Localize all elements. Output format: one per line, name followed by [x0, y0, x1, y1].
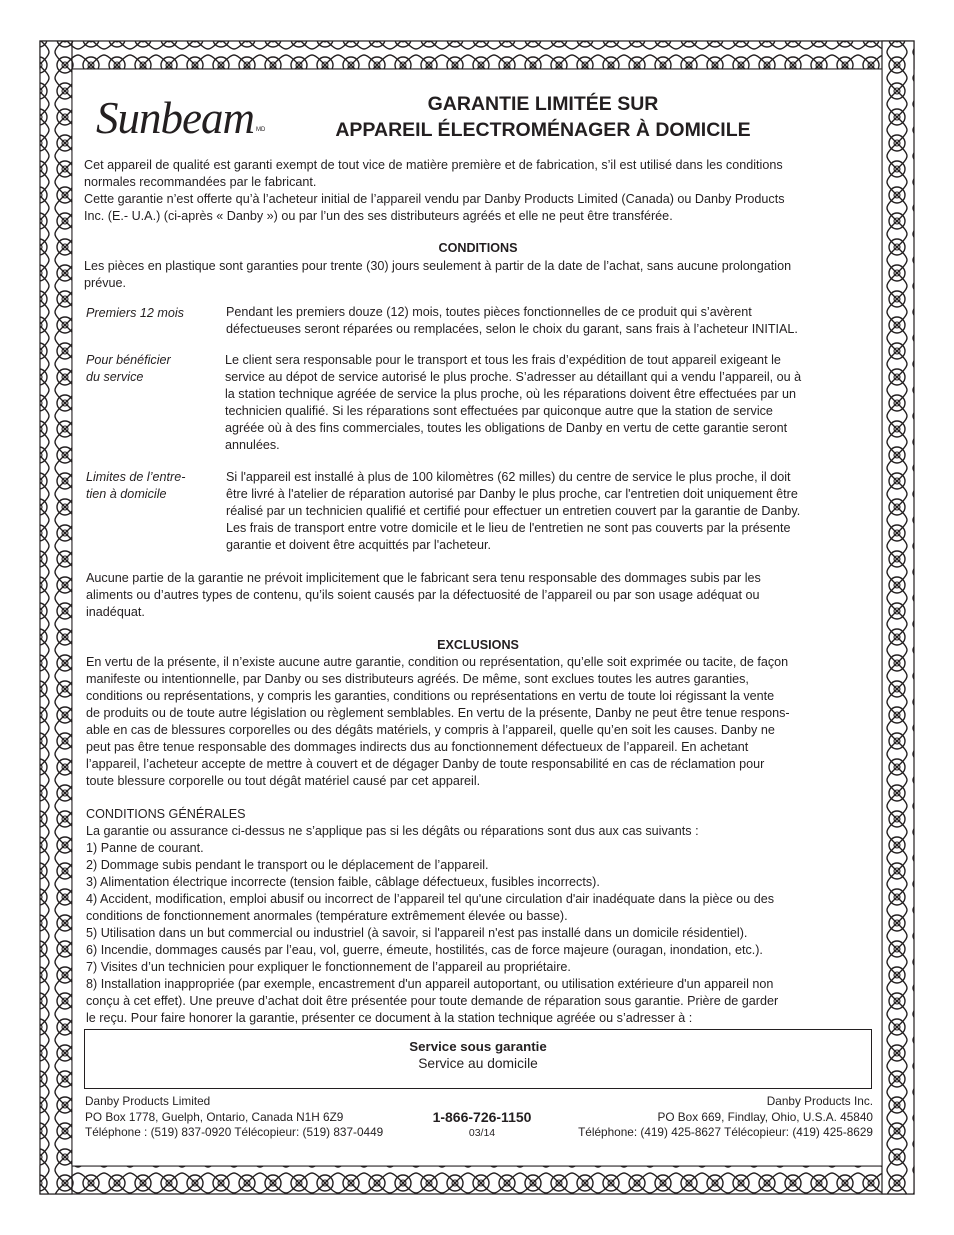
- label-line: du service: [86, 370, 144, 384]
- intro-line: Inc. (E.- U.A.) (ci-après « Danby ») ou par l’un des ses distributeurs agréés et elle ne peut être transférée.: [84, 209, 673, 223]
- condition-label-home-service: [86, 469, 185, 503]
- text-line: Si l'appareil est installé à plus de 100 kilomètres (62 milles) du centre de service le plus proche, il doit: [226, 470, 791, 484]
- general-line: 1) Panne de courant.: [86, 841, 204, 855]
- text-line: réalisé par un technicien qualifié et certifié pour effectuer un entretien couvert par la garantie de Danby.: [226, 504, 801, 518]
- title-line-2: APPAREIL ÉLECTROMÉNAGER À DOMICILE: [335, 119, 751, 141]
- footer-usa-address: [578, 1094, 873, 1141]
- general-line: La garantie ou assurance ci-dessus ne s’applique pas si les dégâts ou réparations sont dus aux cas suivants :: [86, 824, 699, 838]
- exclusions-line: conditions ou représentations, y compris les garanties, conditions ou représentations en vertu de toute loi régissant la vente: [86, 689, 775, 703]
- text-line: garantie et doivent être acquittés par l'acheteur.: [226, 538, 491, 552]
- footer-phone: 1-866-726-1150: [432, 1109, 532, 1125]
- text-line: Les frais de transport entre votre domicile et le lieu de l'entretien ne sont pas couverts par la présente: [226, 521, 791, 535]
- conditions-paragraph: [84, 258, 791, 292]
- text-line: la station technique agréée de service la plus proche, où les réparations doivent être effectuées par un: [225, 387, 797, 401]
- general-line: 2) Dommage subis pendant le transport ou le déplacement de l’appareil.: [86, 858, 489, 872]
- closing-line: Aucune partie de la garantie ne prévoit implicitement que le fabricant sera tenu responsable des dommages subis par les: [86, 571, 761, 585]
- general-heading: CONDITIONS GÉNÉRALES: [86, 807, 246, 821]
- footer-line: PO Box 669, Findlay, Ohio, U.S.A. 45840: [657, 1109, 873, 1124]
- general-line: le reçu. Pour faire honorer la garantie, présenter ce document à la station technique agréée ou s’adresser à :: [86, 1011, 693, 1025]
- general-line: 7) Visites d’un technicien pour expliquer le fonctionnement de l’appareil au propriétaire.: [86, 960, 571, 974]
- general-line: 3) Alimentation électrique incorrecte (tension faible, câblage défectueux, fusibles incorrects).: [86, 875, 600, 889]
- condition-text-first-year: [226, 304, 798, 338]
- label-line: Premiers 12 mois: [86, 306, 184, 320]
- condition-text-service: [225, 352, 801, 454]
- brand-logo: [96, 93, 266, 155]
- warranty-service-box: [84, 1029, 872, 1089]
- text-line: Le client sera responsable pour le transport et tous les frais d’expédition de tout appareil exigeant le: [225, 353, 781, 367]
- condition-text-home-service: [226, 469, 800, 554]
- logo-text: Sunbeam: [96, 93, 254, 143]
- general-line: 4) Accident, modification, emploi abusif ou incorrect de l’appareil tel qu'une circulation d'air inadéquate dans la pièce ou des: [86, 892, 775, 906]
- exclusions-line: l’appareil, l’acheteur accepte de mettre à couvert et de dégager Danby de toute responsabilité en cas de réclamation pour: [86, 757, 765, 771]
- text-line: défectueuses seront réparées ou remplacées, selon le choix du garant, sans frais à l’acheteur INITIAL.: [226, 322, 798, 336]
- intro-line: Cette garantie n’est offerte qu’à l’acheteur initial de l’appareil vendu par Danby Products Limited (Canada) ou Danby Products: [84, 192, 785, 206]
- exclusions-line: En vertu de la présente, il n’existe aucune autre garantie, condition ou représentation, qu’elle soit exprimée ou tacite, de façon: [86, 655, 789, 669]
- general-line: conçu à cet effet). Une preuve d’achat doit être présentée pour toute demande de réparation sous garantie. Prière de garder: [86, 994, 779, 1008]
- exclusions-line: toute blessure corporelle ou tout dégât matériel causé par cet appareil.: [86, 774, 481, 788]
- footer-canada-address: [85, 1094, 383, 1141]
- text-line: annulées.: [225, 438, 280, 452]
- exclusions-paragraph: [86, 654, 790, 790]
- service-box-title: Service sous garantie: [409, 1039, 547, 1054]
- text-line: service au dépot de service autorisé le plus proche. S’adresser au détaillant qui a vendu l’appareil, ou à: [225, 370, 802, 384]
- label-line: tien à domicile: [86, 487, 167, 501]
- conditions-heading: CONDITIONS: [438, 241, 518, 255]
- service-box-subtitle: Service au domicile: [418, 1056, 538, 1071]
- text-line: technicien qualifié. Si les réparations sont effectuées par quiconque autre que la station de service: [225, 404, 773, 418]
- intro-line: normales recommandées par le fabricant.: [84, 175, 317, 189]
- label-line: Pour bénéficier: [86, 353, 171, 367]
- footer-line: PO Box 1778, Guelph, Ontario, Canada N1H 6Z9: [85, 1109, 344, 1124]
- label-line: Limites de l’entre-: [86, 470, 186, 484]
- condition-label-first-year: [86, 305, 184, 322]
- condition-label-service: [86, 352, 171, 386]
- closing-line: inadéquat.: [86, 605, 145, 619]
- footer-line: Téléphone: (419) 425-8627 Télécopieur: (419) 425-8629: [578, 1125, 873, 1139]
- conditions-line: Les pièces en plastique sont garanties pour trente (30) jours seulement à partir de la date de l’achat, sans aucune prolongation: [84, 259, 792, 273]
- intro-line: Cet appareil de qualité est garanti exempt de tout vice de matière première et de fabrication, s’il est utilisé dans les conditions: [84, 158, 783, 172]
- general-line: conditions de fonctionnement anormales (température extrêmement élevée ou basse).: [86, 909, 568, 923]
- exclusions-line: able en cas de blessures corporelles ou des dégâts matériels, y compris à l’appareil, quelle qu’en soit les causes. Danby ne: [86, 723, 775, 737]
- general-conditions: [86, 806, 778, 1027]
- text-line: Pendant les premiers douze (12) mois, toutes pièces fonctionnelles de ce produit qui s’avèrent: [226, 305, 752, 319]
- title-line-1: GARANTIE LIMITÉE SUR: [427, 93, 659, 115]
- general-line: 8) Installation inappropriée (par exemple, encastrement d'un appareil autoportant, ou utilisation extérieure d'un appareil non: [86, 977, 774, 991]
- general-line: 6) Incendie, dommages causés par l’eau, vol, guerre, émeute, hostilités, cas de force majeure (ouragan, inondation, etc.).: [86, 943, 763, 957]
- text-line: agréée où à des fins commerciales, toutes les obligations de Danby en vertu de cette garantie seront: [225, 421, 788, 435]
- intro-paragraph: [84, 157, 785, 225]
- footer-code: 03/14: [468, 1127, 496, 1139]
- conditions-closing: [86, 570, 761, 621]
- logo-mark: MD: [255, 127, 266, 133]
- footer-line: Téléphone : (519) 837-0920 Télécopieur: (519) 837-0449: [85, 1125, 384, 1139]
- text-line: être livré à l'atelier de réparation autorisé par Danby le plus proche, car l'entretien doit uniquement être: [226, 487, 798, 501]
- exclusions-heading: EXCLUSIONS: [437, 638, 519, 652]
- general-line: 5) Utilisation dans un but commercial ou industriel (à savoir, si l'appareil n'est pas installé dans un domicile résidentiel).: [86, 926, 748, 940]
- closing-line: aliments ou d’autres types de contenu, qu’ils soient causés par la défectuosité de l’appareil ou par son usage adéquat ou: [86, 588, 760, 602]
- footer-line: Danby Products Limited: [85, 1094, 211, 1108]
- exclusions-line: manifeste ou intentionnelle, par Danby ou ses distributeurs agréés. De même, sont exclues toutes les autres garanties,: [86, 672, 749, 686]
- footer-line: Danby Products Inc.: [766, 1094, 873, 1108]
- conditions-line: prévue.: [84, 276, 127, 290]
- page-title: [303, 91, 783, 143]
- exclusions-line: de produits ou de toute autre législation ou règlement semblables. En vertu de la présente, Danby ne peut être tenue respons-: [86, 706, 790, 720]
- exclusions-line: peut pas être tenue responsable des dommages indirects dus au fonctionnement défectueux de l’appareil. En achetant: [86, 740, 749, 754]
- footer-center: [412, 1109, 552, 1140]
